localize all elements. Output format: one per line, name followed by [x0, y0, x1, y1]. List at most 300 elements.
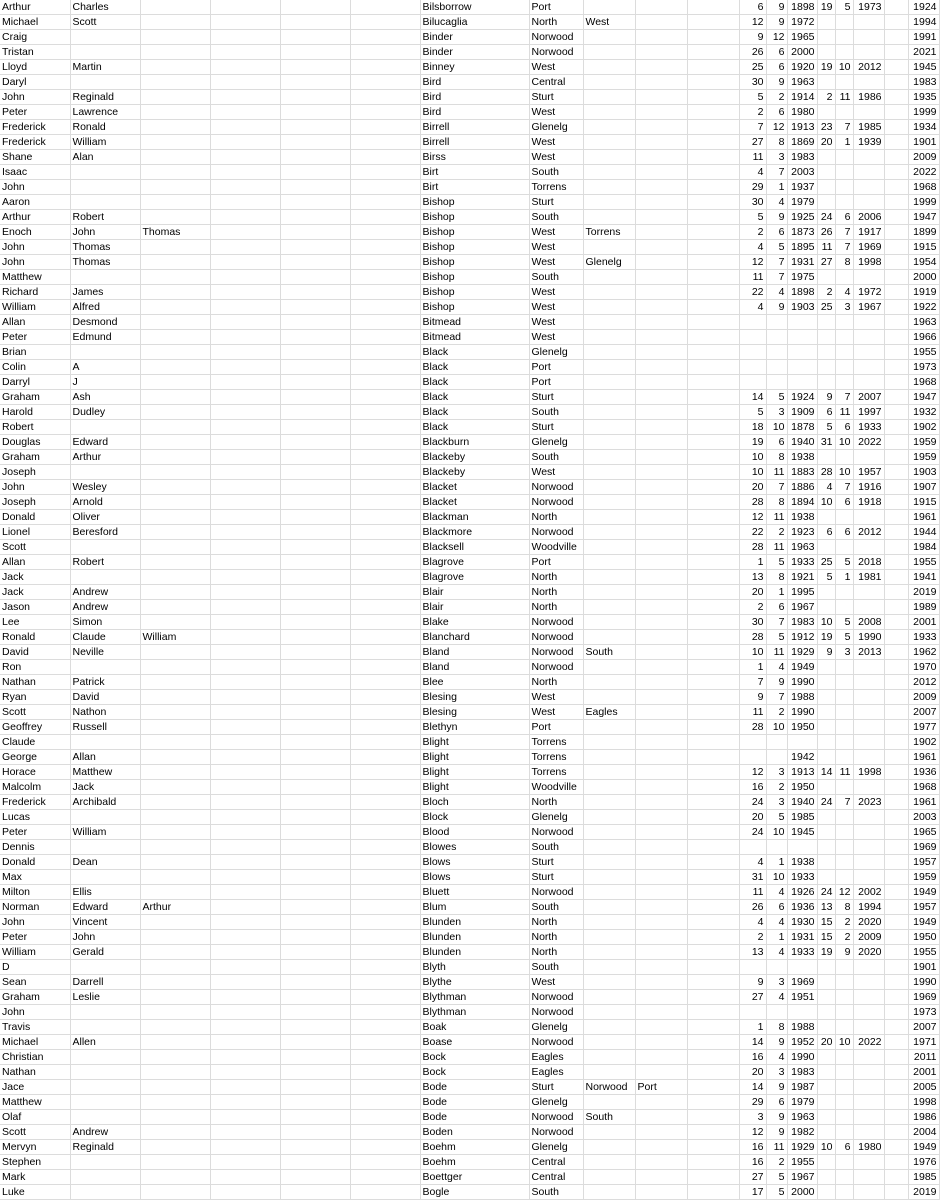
cell-col-f[interactable]: [350, 210, 420, 225]
table-row[interactable]: [0, 720, 939, 735]
cell-surname[interactable]: Birrell: [420, 120, 529, 135]
table-row[interactable]: [0, 225, 939, 240]
cell-surname[interactable]: Blum: [420, 900, 529, 915]
cell-surname[interactable]: Bishop: [420, 285, 529, 300]
cell-death-year[interactable]: [853, 975, 884, 990]
cell-death-year[interactable]: [853, 1095, 884, 1110]
cell-col-d[interactable]: [210, 780, 280, 795]
cell-col-e[interactable]: [280, 1005, 350, 1020]
cell-birth-month[interactable]: 8: [766, 450, 787, 465]
cell-birth-day[interactable]: 9: [739, 30, 766, 45]
cell-club-3[interactable]: [635, 780, 687, 795]
cell-death-month[interactable]: [835, 540, 853, 555]
cell-col-e[interactable]: [280, 240, 350, 255]
cell-death-year[interactable]: [853, 375, 884, 390]
cell-club-2[interactable]: [583, 60, 635, 75]
cell-death-day[interactable]: 6: [817, 405, 835, 420]
cell-third-name[interactable]: [140, 480, 210, 495]
cell-surname[interactable]: Binder: [420, 45, 529, 60]
cell-third-name[interactable]: Thomas: [140, 225, 210, 240]
table-row[interactable]: [0, 540, 939, 555]
cell-club-3[interactable]: [635, 150, 687, 165]
cell-second-name[interactable]: [70, 270, 140, 285]
cell-col-d[interactable]: [210, 1035, 280, 1050]
table-row[interactable]: [0, 825, 939, 840]
cell-club-3[interactable]: [635, 735, 687, 750]
cell-col-k[interactable]: [687, 1050, 739, 1065]
cell-death-day[interactable]: 9: [817, 645, 835, 660]
cell-third-name[interactable]: [140, 795, 210, 810]
cell-given-name[interactable]: Donald: [0, 510, 70, 525]
table-row[interactable]: [0, 120, 939, 135]
cell-birth-month[interactable]: 7: [766, 165, 787, 180]
cell-third-name[interactable]: [140, 525, 210, 540]
cell-col-f[interactable]: [350, 135, 420, 150]
cell-third-name[interactable]: [140, 210, 210, 225]
cell-second-name[interactable]: Scott: [70, 15, 140, 30]
cell-club-1[interactable]: South: [529, 1185, 583, 1200]
cell-third-name[interactable]: [140, 465, 210, 480]
cell-surname[interactable]: Boehm: [420, 1155, 529, 1170]
cell-birth-month[interactable]: 10: [766, 870, 787, 885]
cell-death-year[interactable]: [853, 345, 884, 360]
cell-col-e[interactable]: [280, 540, 350, 555]
cell-club-2[interactable]: [583, 450, 635, 465]
cell-birth-day[interactable]: 18: [739, 420, 766, 435]
cell-col-k[interactable]: [687, 960, 739, 975]
cell-club-1[interactable]: North: [529, 600, 583, 615]
table-row[interactable]: [0, 1095, 939, 1110]
cell-birth-year[interactable]: [787, 960, 817, 975]
cell-third-name[interactable]: [140, 540, 210, 555]
cell-birth-month[interactable]: 8: [766, 495, 787, 510]
cell-col-e[interactable]: [280, 60, 350, 75]
cell-death-month[interactable]: 1: [835, 570, 853, 585]
cell-given-name[interactable]: Jack: [0, 585, 70, 600]
cell-given-name[interactable]: D: [0, 960, 70, 975]
cell-death-day[interactable]: [817, 1065, 835, 1080]
cell-surname[interactable]: Black: [420, 420, 529, 435]
cell-birth-year[interactable]: [787, 1005, 817, 1020]
cell-birth-day[interactable]: 20: [739, 585, 766, 600]
cell-birth-day[interactable]: [739, 315, 766, 330]
cell-death-month[interactable]: [835, 825, 853, 840]
cell-birth-year[interactable]: 1985: [787, 810, 817, 825]
cell-club-2[interactable]: [583, 1095, 635, 1110]
cell-death-month[interactable]: [835, 450, 853, 465]
cell-col-d[interactable]: [210, 585, 280, 600]
cell-club-1[interactable]: Sturt: [529, 870, 583, 885]
cell-col-d[interactable]: [210, 1065, 280, 1080]
cell-death-month[interactable]: 5: [835, 555, 853, 570]
cell-surname[interactable]: Binder: [420, 30, 529, 45]
cell-club-1[interactable]: Norwood: [529, 1005, 583, 1020]
cell-birth-day[interactable]: 10: [739, 645, 766, 660]
cell-third-name[interactable]: [140, 1035, 210, 1050]
table-row[interactable]: [0, 165, 939, 180]
cell-given-name[interactable]: Douglas: [0, 435, 70, 450]
cell-death-year[interactable]: [853, 360, 884, 375]
cell-col-k[interactable]: [687, 465, 739, 480]
cell-death-year[interactable]: [853, 1065, 884, 1080]
cell-death-month[interactable]: 5: [835, 615, 853, 630]
cell-surname[interactable]: Blacket: [420, 480, 529, 495]
cell-club-1[interactable]: Central: [529, 1155, 583, 1170]
cell-given-name[interactable]: Michael: [0, 1035, 70, 1050]
cell-club-1[interactable]: Glenelg: [529, 120, 583, 135]
cell-col-f[interactable]: [350, 900, 420, 915]
cell-death-month[interactable]: [835, 810, 853, 825]
cell-debut-year[interactable]: 1947: [908, 390, 939, 405]
cell-club-1[interactable]: West: [529, 690, 583, 705]
cell-col-e[interactable]: [280, 1125, 350, 1140]
cell-club-1[interactable]: Glenelg: [529, 435, 583, 450]
cell-birth-year[interactable]: 1972: [787, 15, 817, 30]
cell-surname[interactable]: Bishop: [420, 210, 529, 225]
cell-club-3[interactable]: [635, 1155, 687, 1170]
cell-col-e[interactable]: [280, 765, 350, 780]
cell-birth-day[interactable]: 27: [739, 1170, 766, 1185]
cell-birth-day[interactable]: 11: [739, 705, 766, 720]
cell-given-name[interactable]: Sean: [0, 975, 70, 990]
cell-third-name[interactable]: [140, 825, 210, 840]
cell-col-k[interactable]: [687, 810, 739, 825]
table-row[interactable]: [0, 1140, 939, 1155]
cell-club-1[interactable]: Eagles: [529, 1050, 583, 1065]
table-row[interactable]: [0, 990, 939, 1005]
cell-surname[interactable]: Boak: [420, 1020, 529, 1035]
cell-given-name[interactable]: Graham: [0, 450, 70, 465]
cell-col-r[interactable]: [884, 105, 908, 120]
cell-second-name[interactable]: Robert: [70, 210, 140, 225]
cell-club-3[interactable]: [635, 765, 687, 780]
cell-col-k[interactable]: [687, 1095, 739, 1110]
cell-second-name[interactable]: [70, 420, 140, 435]
cell-club-3[interactable]: [635, 615, 687, 630]
cell-third-name[interactable]: [140, 1125, 210, 1140]
cell-birth-month[interactable]: 9: [766, 15, 787, 30]
cell-col-d[interactable]: [210, 525, 280, 540]
cell-col-r[interactable]: [884, 840, 908, 855]
cell-death-day[interactable]: [817, 720, 835, 735]
cell-birth-month[interactable]: 9: [766, 1110, 787, 1125]
cell-second-name[interactable]: Allan: [70, 750, 140, 765]
cell-birth-month[interactable]: 4: [766, 945, 787, 960]
cell-birth-day[interactable]: 31: [739, 870, 766, 885]
cell-col-r[interactable]: [884, 165, 908, 180]
cell-col-e[interactable]: [280, 705, 350, 720]
cell-death-year[interactable]: 2018: [853, 555, 884, 570]
cell-second-name[interactable]: Neville: [70, 645, 140, 660]
cell-birth-year[interactable]: 1895: [787, 240, 817, 255]
cell-col-f[interactable]: [350, 1005, 420, 1020]
cell-surname[interactable]: Black: [420, 405, 529, 420]
cell-club-2[interactable]: Torrens: [583, 225, 635, 240]
cell-death-day[interactable]: [817, 1095, 835, 1110]
cell-death-year[interactable]: [853, 585, 884, 600]
cell-second-name[interactable]: Wesley: [70, 480, 140, 495]
cell-surname[interactable]: Boettger: [420, 1170, 529, 1185]
cell-debut-year[interactable]: 1959: [908, 870, 939, 885]
cell-birth-year[interactable]: [787, 315, 817, 330]
cell-col-k[interactable]: [687, 1185, 739, 1200]
cell-given-name[interactable]: Matthew: [0, 270, 70, 285]
cell-birth-month[interactable]: 2: [766, 780, 787, 795]
cell-birth-month[interactable]: 2: [766, 705, 787, 720]
cell-club-1[interactable]: West: [529, 240, 583, 255]
cell-death-day[interactable]: 20: [817, 1035, 835, 1050]
cell-third-name[interactable]: [140, 570, 210, 585]
cell-col-k[interactable]: [687, 765, 739, 780]
cell-death-month[interactable]: [835, 1020, 853, 1035]
cell-club-2[interactable]: [583, 75, 635, 90]
cell-birth-month[interactable]: 7: [766, 255, 787, 270]
cell-col-e[interactable]: [280, 600, 350, 615]
cell-col-d[interactable]: [210, 630, 280, 645]
cell-birth-day[interactable]: 16: [739, 1155, 766, 1170]
cell-birth-month[interactable]: 5: [766, 555, 787, 570]
cell-death-day[interactable]: 6: [817, 525, 835, 540]
cell-death-day[interactable]: 24: [817, 885, 835, 900]
cell-club-2[interactable]: [583, 315, 635, 330]
cell-third-name[interactable]: William: [140, 630, 210, 645]
cell-death-month[interactable]: [835, 330, 853, 345]
cell-debut-year[interactable]: 1955: [908, 945, 939, 960]
cell-death-day[interactable]: 25: [817, 555, 835, 570]
cell-death-year[interactable]: 1985: [853, 120, 884, 135]
cell-birth-month[interactable]: 1: [766, 585, 787, 600]
cell-col-d[interactable]: [210, 810, 280, 825]
cell-death-year[interactable]: 1981: [853, 570, 884, 585]
cell-birth-year[interactable]: 1903: [787, 300, 817, 315]
cell-given-name[interactable]: Malcolm: [0, 780, 70, 795]
table-row[interactable]: [0, 1050, 939, 1065]
cell-col-e[interactable]: [280, 615, 350, 630]
cell-club-1[interactable]: Woodville: [529, 780, 583, 795]
cell-debut-year[interactable]: 1935: [908, 90, 939, 105]
cell-club-3[interactable]: [635, 525, 687, 540]
cell-birth-day[interactable]: [739, 360, 766, 375]
cell-death-day[interactable]: [817, 15, 835, 30]
cell-col-r[interactable]: [884, 615, 908, 630]
cell-birth-month[interactable]: 7: [766, 480, 787, 495]
cell-club-2[interactable]: [583, 0, 635, 15]
cell-death-year[interactable]: 1973: [853, 0, 884, 15]
table-row[interactable]: [0, 240, 939, 255]
cell-death-day[interactable]: 5: [817, 570, 835, 585]
cell-col-f[interactable]: [350, 780, 420, 795]
cell-surname[interactable]: Blows: [420, 870, 529, 885]
cell-club-2[interactable]: [583, 30, 635, 45]
cell-death-month[interactable]: [835, 270, 853, 285]
cell-death-day[interactable]: [817, 30, 835, 45]
cell-club-3[interactable]: [635, 570, 687, 585]
cell-col-d[interactable]: [210, 975, 280, 990]
cell-col-d[interactable]: [210, 915, 280, 930]
table-row[interactable]: [0, 300, 939, 315]
cell-second-name[interactable]: [70, 1095, 140, 1110]
cell-club-1[interactable]: West: [529, 975, 583, 990]
cell-col-d[interactable]: [210, 1050, 280, 1065]
cell-surname[interactable]: Bode: [420, 1110, 529, 1125]
cell-col-f[interactable]: [350, 765, 420, 780]
cell-club-1[interactable]: Norwood: [529, 825, 583, 840]
cell-death-month[interactable]: 7: [835, 120, 853, 135]
cell-col-e[interactable]: [280, 0, 350, 15]
cell-club-2[interactable]: Eagles: [583, 705, 635, 720]
cell-death-day[interactable]: [817, 45, 835, 60]
cell-col-e[interactable]: [280, 840, 350, 855]
cell-club-3[interactable]: [635, 1095, 687, 1110]
table-row[interactable]: [0, 285, 939, 300]
cell-col-d[interactable]: [210, 150, 280, 165]
cell-col-e[interactable]: [280, 750, 350, 765]
cell-col-r[interactable]: [884, 270, 908, 285]
cell-debut-year[interactable]: 1922: [908, 300, 939, 315]
cell-col-e[interactable]: [280, 150, 350, 165]
cell-third-name[interactable]: [140, 75, 210, 90]
cell-death-month[interactable]: [835, 720, 853, 735]
cell-death-day[interactable]: [817, 510, 835, 525]
cell-club-3[interactable]: [635, 915, 687, 930]
cell-col-r[interactable]: [884, 480, 908, 495]
cell-col-e[interactable]: [280, 945, 350, 960]
cell-birth-day[interactable]: 1: [739, 660, 766, 675]
cell-given-name[interactable]: Ron: [0, 660, 70, 675]
cell-birth-month[interactable]: 2: [766, 90, 787, 105]
cell-birth-month[interactable]: 7: [766, 615, 787, 630]
cell-second-name[interactable]: [70, 1050, 140, 1065]
cell-third-name[interactable]: [140, 1140, 210, 1155]
cell-birth-year[interactable]: 2000: [787, 45, 817, 60]
cell-col-r[interactable]: [884, 555, 908, 570]
cell-col-k[interactable]: [687, 600, 739, 615]
cell-birth-month[interactable]: [766, 375, 787, 390]
cell-club-3[interactable]: [635, 1110, 687, 1125]
cell-surname[interactable]: Bishop: [420, 195, 529, 210]
cell-given-name[interactable]: Jace: [0, 1080, 70, 1095]
cell-death-year[interactable]: [853, 600, 884, 615]
cell-surname[interactable]: Blackeby: [420, 465, 529, 480]
cell-death-year[interactable]: 2008: [853, 615, 884, 630]
cell-col-k[interactable]: [687, 420, 739, 435]
cell-death-day[interactable]: 13: [817, 900, 835, 915]
cell-third-name[interactable]: [140, 660, 210, 675]
cell-debut-year[interactable]: 1961: [908, 750, 939, 765]
cell-birth-month[interactable]: 6: [766, 1095, 787, 1110]
cell-birth-year[interactable]: 1965: [787, 30, 817, 45]
cell-birth-month[interactable]: 8: [766, 1020, 787, 1035]
cell-surname[interactable]: Bluett: [420, 885, 529, 900]
cell-third-name[interactable]: [140, 420, 210, 435]
cell-col-e[interactable]: [280, 675, 350, 690]
cell-surname[interactable]: Black: [420, 390, 529, 405]
cell-death-month[interactable]: 6: [835, 495, 853, 510]
cell-birth-month[interactable]: [766, 360, 787, 375]
cell-debut-year[interactable]: 1957: [908, 900, 939, 915]
cell-club-1[interactable]: North: [529, 15, 583, 30]
cell-third-name[interactable]: [140, 270, 210, 285]
cell-col-f[interactable]: [350, 285, 420, 300]
cell-third-name[interactable]: [140, 315, 210, 330]
cell-death-day[interactable]: [817, 105, 835, 120]
cell-third-name[interactable]: [140, 870, 210, 885]
cell-surname[interactable]: Bloch: [420, 795, 529, 810]
cell-col-e[interactable]: [280, 795, 350, 810]
cell-death-day[interactable]: 19: [817, 630, 835, 645]
cell-club-2[interactable]: [583, 975, 635, 990]
cell-surname[interactable]: Blood: [420, 825, 529, 840]
cell-death-day[interactable]: 23: [817, 120, 835, 135]
cell-death-year[interactable]: [853, 855, 884, 870]
cell-birth-day[interactable]: 2: [739, 105, 766, 120]
cell-surname[interactable]: Bishop: [420, 300, 529, 315]
cell-death-year[interactable]: [853, 450, 884, 465]
cell-club-1[interactable]: North: [529, 510, 583, 525]
cell-col-r[interactable]: [884, 1155, 908, 1170]
cell-col-k[interactable]: [687, 1020, 739, 1035]
cell-club-3[interactable]: [635, 405, 687, 420]
cell-club-2[interactable]: [583, 1185, 635, 1200]
cell-col-d[interactable]: [210, 540, 280, 555]
cell-col-r[interactable]: [884, 570, 908, 585]
cell-club-1[interactable]: West: [529, 330, 583, 345]
cell-debut-year[interactable]: 1903: [908, 465, 939, 480]
cell-debut-year[interactable]: 1999: [908, 105, 939, 120]
cell-given-name[interactable]: Peter: [0, 330, 70, 345]
cell-birth-year[interactable]: 1963: [787, 540, 817, 555]
cell-birth-month[interactable]: 6: [766, 225, 787, 240]
cell-third-name[interactable]: [140, 1170, 210, 1185]
cell-col-k[interactable]: [687, 1005, 739, 1020]
cell-col-d[interactable]: [210, 720, 280, 735]
cell-club-3[interactable]: [635, 345, 687, 360]
cell-third-name[interactable]: [140, 720, 210, 735]
cell-second-name[interactable]: [70, 1065, 140, 1080]
cell-birth-day[interactable]: 12: [739, 255, 766, 270]
cell-col-e[interactable]: [280, 1095, 350, 1110]
cell-second-name[interactable]: Nathon: [70, 705, 140, 720]
cell-death-day[interactable]: [817, 675, 835, 690]
cell-second-name[interactable]: [70, 570, 140, 585]
cell-birth-month[interactable]: 9: [766, 75, 787, 90]
cell-club-3[interactable]: [635, 540, 687, 555]
table-row[interactable]: [0, 750, 939, 765]
cell-col-k[interactable]: [687, 360, 739, 375]
cell-death-year[interactable]: 1939: [853, 135, 884, 150]
cell-debut-year[interactable]: 2001: [908, 1065, 939, 1080]
cell-birth-year[interactable]: 1913: [787, 765, 817, 780]
cell-given-name[interactable]: John: [0, 1005, 70, 1020]
cell-birth-year[interactable]: 1898: [787, 285, 817, 300]
cell-col-d[interactable]: [210, 390, 280, 405]
cell-col-d[interactable]: [210, 165, 280, 180]
cell-death-year[interactable]: 2022: [853, 435, 884, 450]
cell-debut-year[interactable]: 2012: [908, 675, 939, 690]
cell-death-year[interactable]: 1967: [853, 300, 884, 315]
table-row[interactable]: [0, 675, 939, 690]
cell-death-year[interactable]: 2009: [853, 930, 884, 945]
cell-birth-day[interactable]: 27: [739, 135, 766, 150]
cell-debut-year[interactable]: 1915: [908, 240, 939, 255]
cell-death-year[interactable]: [853, 150, 884, 165]
cell-col-d[interactable]: [210, 660, 280, 675]
cell-col-e[interactable]: [280, 210, 350, 225]
cell-death-day[interactable]: 4: [817, 480, 835, 495]
cell-death-month[interactable]: 1: [835, 135, 853, 150]
cell-death-year[interactable]: [853, 1155, 884, 1170]
cell-given-name[interactable]: Donald: [0, 855, 70, 870]
